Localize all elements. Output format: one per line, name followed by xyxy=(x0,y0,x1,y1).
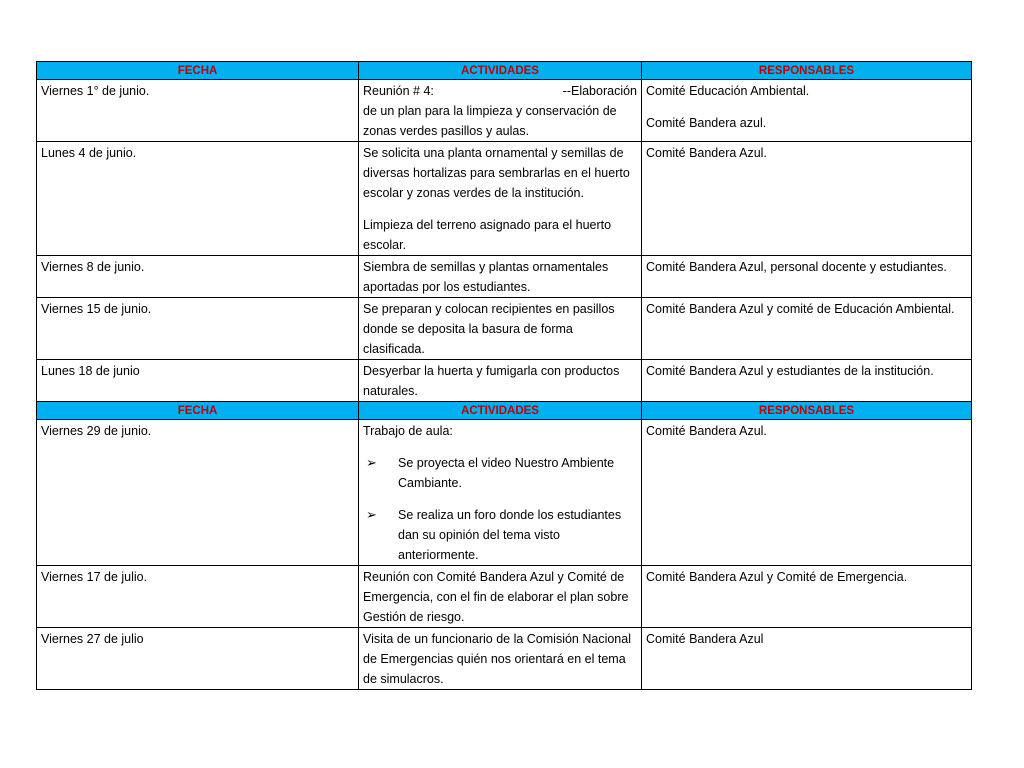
responsible-cell: Comité Bandera Azul. xyxy=(642,420,972,566)
activity-text: Trabajo de aula: xyxy=(363,424,453,438)
activity-cell: Siembra de semillas y plantas ornamentales aportadas por los estudiantes. xyxy=(359,256,642,298)
header-fecha: FECHA xyxy=(37,62,359,80)
header-responsables: RESPONSABLES xyxy=(642,62,972,80)
date-cell: Lunes 18 de junio xyxy=(37,360,359,402)
responsible-cell: Comité Bandera Azul. xyxy=(642,142,972,256)
activity-text: Limpieza del terreno asignado para el huerto escolar. xyxy=(363,218,612,252)
activity-cell: Desyerbar la huerta y fumigarla con productos naturales. xyxy=(359,360,642,402)
bullet-item xyxy=(363,453,637,493)
activity-cell: Visita de un funcionario de la Comisión Nacional de Emergencias quién nos orientará en el tema de simulacros. xyxy=(359,628,642,690)
responsible-cell: Comité Bandera Azul y estudiantes de la institución. xyxy=(642,360,972,402)
activity-cell xyxy=(359,420,642,566)
date-cell: Viernes 15 de junio. xyxy=(37,298,359,360)
activity-elaboration-label: --Elaboración xyxy=(562,84,637,98)
table-row xyxy=(37,566,972,628)
header-fecha: FECHA xyxy=(37,402,359,420)
activity-cell: Se preparan y colocan recipientes en pasillos donde se deposita la basura de forma clasificada. xyxy=(359,298,642,360)
responsible-cell: Comité Bandera Azul y Comité de Emergencia. xyxy=(642,566,972,628)
arrowhead-bullet-icon: ➢ xyxy=(366,455,377,470)
arrowhead-bullet-icon: ➢ xyxy=(366,507,377,522)
date-cell: Viernes 27 de julio xyxy=(37,628,359,690)
date-cell: Viernes 17 de julio. xyxy=(37,566,359,628)
activity-cell xyxy=(359,80,642,142)
table-row xyxy=(37,628,972,690)
activity-text: de un plan para la limpieza y conservación de zonas verdes pasillos y aulas. xyxy=(363,104,617,138)
responsible-cell xyxy=(642,80,972,142)
responsible-text: Comité Educación Ambiental. xyxy=(646,84,810,98)
bullet-text: Se proyecta el video Nuestro Ambiente Cambiante. xyxy=(398,456,615,490)
activity-meeting-label: Reunión # 4: xyxy=(363,84,434,98)
header-responsables: RESPONSABLES xyxy=(642,402,972,420)
table-row xyxy=(37,298,972,360)
date-cell: Viernes 1° de junio. xyxy=(37,80,359,142)
responsible-cell: Comité Bandera Azul y comité de Educación Ambiental. xyxy=(642,298,972,360)
header-row xyxy=(37,402,972,420)
activity-cell: Reunión con Comité Bandera Azul y Comité de Emergencia, con el fin de elaborar el plan sobre Gestión de riesgo. xyxy=(359,566,642,628)
responsible-cell: Comité Bandera Azul xyxy=(642,628,972,690)
activity-cell xyxy=(359,142,642,256)
header-actividades: ACTIVIDADES xyxy=(359,402,642,420)
date-cell: Viernes 29 de junio. xyxy=(37,420,359,566)
header-row xyxy=(37,62,972,80)
date-cell: Lunes 4 de junio. xyxy=(37,142,359,256)
bullet-text: Se realiza un foro donde los estudiantes dan su opinión del tema visto anteriormente. xyxy=(398,508,622,562)
table-row xyxy=(37,360,972,402)
date-cell: Viernes 8 de junio. xyxy=(37,256,359,298)
activity-schedule-table xyxy=(36,61,972,690)
table-row xyxy=(37,256,972,298)
bullet-item xyxy=(363,505,637,565)
activity-text: Se solicita una planta ornamental y semillas de diversas hortalizas para sembrarlas en el huerto escolar y zonas verdes de la institución. xyxy=(363,146,630,200)
table-row xyxy=(37,80,972,142)
responsible-cell: Comité Bandera Azul, personal docente y estudiantes. xyxy=(642,256,972,298)
header-actividades: ACTIVIDADES xyxy=(359,62,642,80)
activity-first-line xyxy=(363,81,637,101)
table-row xyxy=(37,142,972,256)
responsible-text: Comité Bandera azul. xyxy=(646,116,767,130)
table-row xyxy=(37,420,972,566)
